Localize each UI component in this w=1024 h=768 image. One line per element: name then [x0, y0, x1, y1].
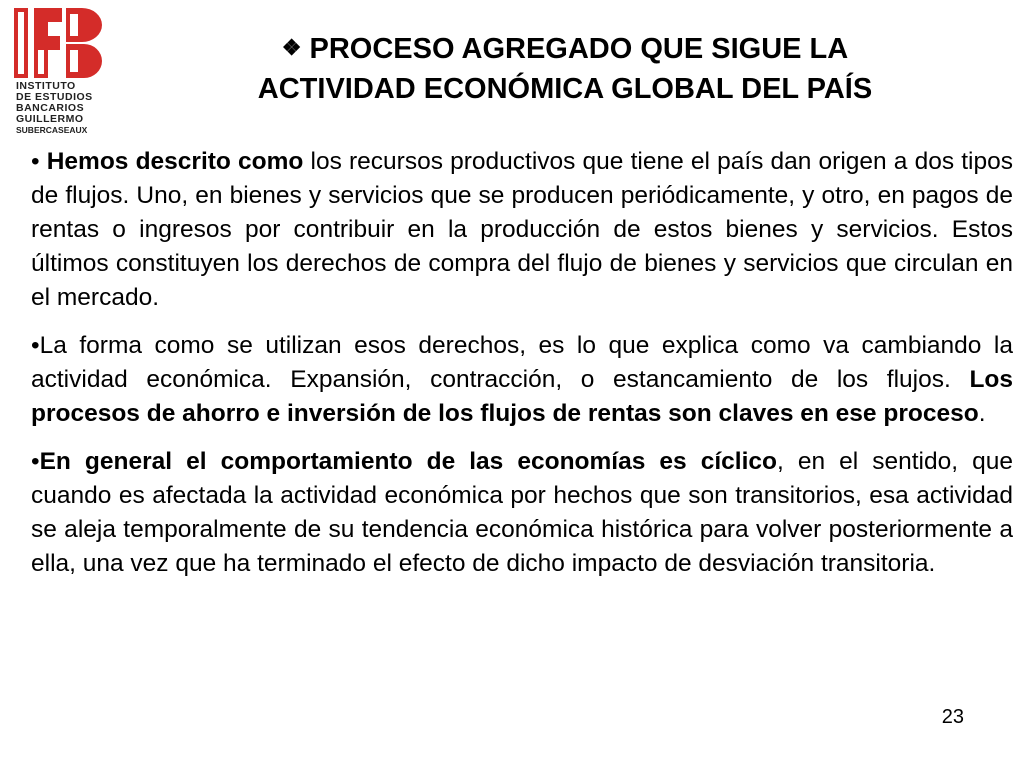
page-number: 23: [941, 706, 964, 728]
logo-line: DE ESTUDIOS: [16, 91, 93, 103]
logo-line: SUBERCASEAUX: [16, 125, 88, 135]
logo-line: BANCARIOS: [16, 102, 85, 114]
paragraph-bold-text: Hemos descrito como: [46, 148, 304, 175]
logo-line: INSTITUTO: [16, 80, 76, 92]
paragraph-text: , en el sentido, que cuando es afectada la actividad económica por hechos que son transitorios, esa actividad se aleja temporalmente de su tendencia económica histórica para volver posteriormente a ella, una vez que ha terminado el efecto de dicho impacto de desviación transitoria.: [31, 448, 1013, 577]
bullet-icon: •: [31, 332, 40, 359]
bullet-icon: •: [31, 148, 47, 175]
logo-mark-icon: [14, 8, 102, 78]
paragraph-bold-text: En general el comportamiento de las economías es cíclico: [39, 448, 777, 475]
paragraph-bold-text: Los procesos de ahorro e inversión de los flujos de rentas son claves en ese proceso: [31, 366, 1013, 427]
slide-title: [195, 28, 935, 109]
diamond-bullet-icon: ❖: [281, 35, 302, 60]
bullet-paragraph: [31, 145, 1013, 315]
bullet-paragraph: [31, 329, 1013, 431]
institute-logo: [12, 8, 116, 135]
logo-text: [16, 81, 120, 136]
logo-line: GUILLERMO: [16, 113, 84, 125]
title-line-1: PROCESO AGREGADO QUE SIGUE LA: [309, 33, 849, 65]
paragraph-text: La forma como se utilizan esos derechos, es lo que explica como va cambiando la actividad económica. Expansión, contracción, o estancamiento de los flujos.: [31, 332, 1013, 393]
title-line-2: ACTIVIDAD ECONÓMICA GLOBAL DEL PAÍS: [257, 73, 873, 105]
slide-body: [31, 145, 1013, 595]
paragraph-tail-text: .: [978, 400, 986, 427]
paragraph-text: los recursos productivos que tiene el país dan origen a dos tipos de flujos. Uno, en bienes y servicios que se producen periódicamente, y otro, en pagos de rentas o ingresos por contribuir en la producción de estos bienes y servicios. Estos últimos constituyen los derechos de compra del flujo de bienes y servicios que circulan en el mercado.: [31, 148, 1013, 311]
bullet-paragraph: [31, 445, 1013, 581]
bullet-icon: •: [31, 448, 40, 475]
